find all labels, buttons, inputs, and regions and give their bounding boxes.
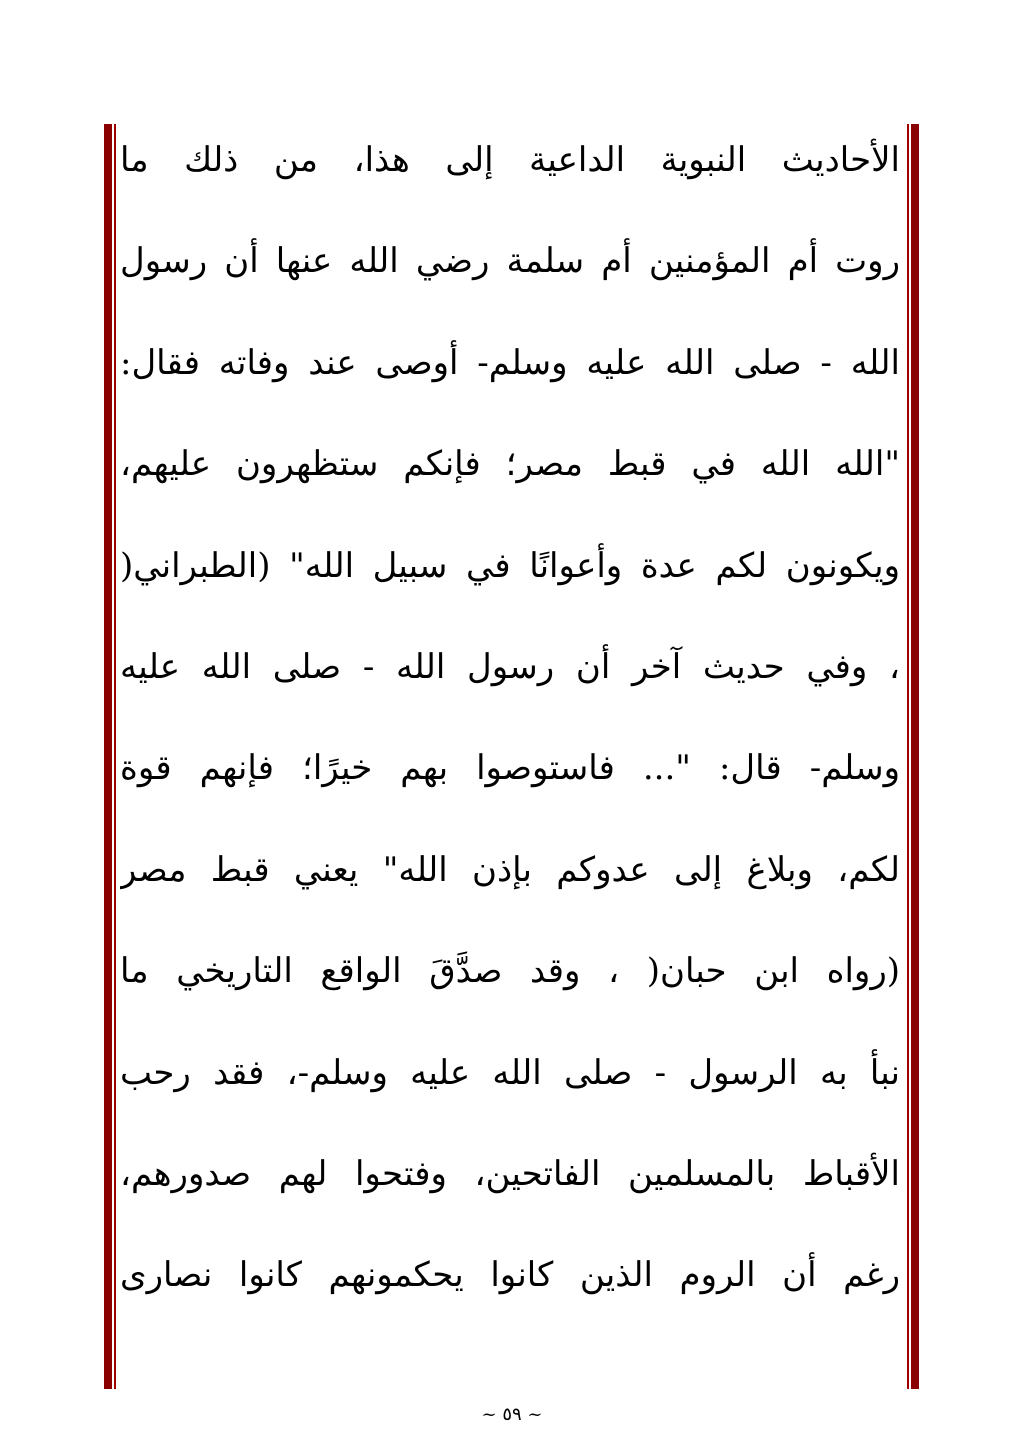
text-line-2: روت أم المؤمنين أم سلمة رضي الله عنها أن رسول — [120, 241, 900, 282]
text-line-4: "الله الله في قبط مصر؛ فإنكم ستظهرون عليهم، — [120, 444, 900, 485]
right-border-rule — [907, 124, 919, 1389]
text-line-7: وسلم- قال: "... فاستوصوا بهم خيرًا؛ فإنهم قوة — [120, 748, 900, 789]
text-line-9: (رواه ابن حبان( ، وقد صدَّقَ الواقع التاريخي ما — [120, 951, 900, 992]
text-line-8: لكم، وبلاغ إلى عدوكم بإذن الله" يعني قبط مصر — [120, 849, 900, 890]
text-line-6: ، وفي حديث آخر أن رسول الله - صلى الله عليه — [120, 646, 900, 687]
left-border-rule — [104, 124, 116, 1389]
body-text — [120, 124, 900, 1341]
right-border-thin-line — [907, 124, 909, 1389]
right-border-thick-line — [911, 124, 919, 1389]
text-line-5: ويكونون لكم عدة وأعوانًا في سبيل الله" (الطبراني( — [120, 545, 900, 586]
text-line-1: الأحاديث النبوية الداعية إلى هذا، من ذلك ما — [120, 140, 900, 180]
page-number: ~ ٥٩ ~ — [481, 1404, 543, 1425]
left-border-thin-line — [114, 124, 116, 1389]
text-line-10: نبأ به الرسول - صلى الله عليه وسلم-، فقد رحب — [120, 1052, 900, 1093]
text-line-3: الله - صلى الله عليه وسلم- أوصى عند وفاته فقال: — [120, 342, 900, 383]
text-line-12: رغم أن الروم الذين كانوا يحكمونهم كانوا نصارى — [120, 1255, 900, 1296]
left-border-thick-line — [104, 124, 112, 1389]
text-line-11: الأقباط بالمسلمين الفاتحين، وفتحوا لهم صدورهم، — [120, 1153, 900, 1194]
